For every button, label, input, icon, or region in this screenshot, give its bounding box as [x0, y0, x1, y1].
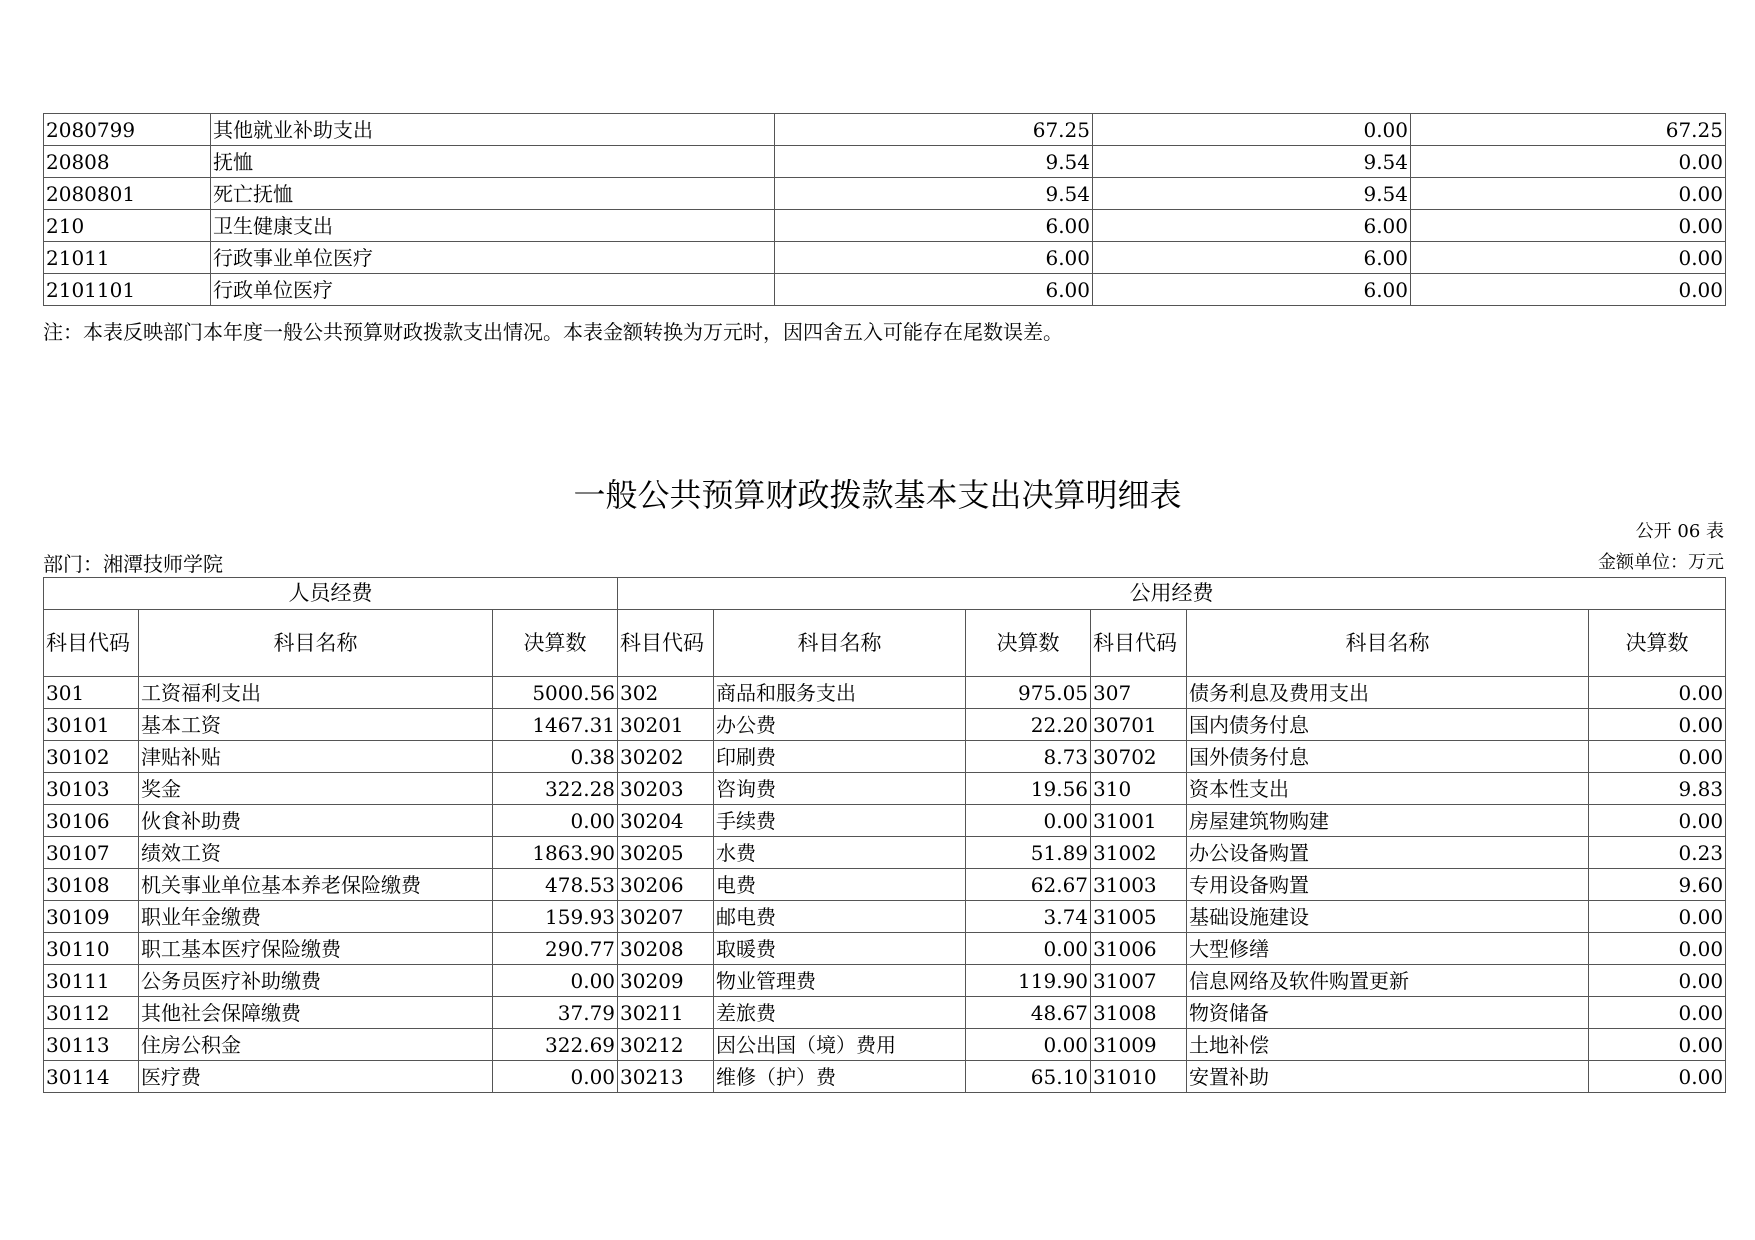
public-code-cell: 30212: [618, 1029, 714, 1061]
basic-expenditure-detail-table: [43, 577, 1726, 1093]
basic-amount-cell: 9.54: [1093, 146, 1411, 178]
basic-amount-cell: 0.00: [1093, 114, 1411, 146]
table-row: [44, 901, 1726, 933]
table-row: [44, 1061, 1726, 1093]
project-amount-cell: 67.25: [1411, 114, 1726, 146]
capital-code-cell: 31005: [1091, 901, 1187, 933]
public-code-cell: 30211: [618, 997, 714, 1029]
personnel-amount-cell: 0.00: [493, 805, 618, 837]
subject-name-cell: 行政事业单位医疗: [211, 242, 775, 274]
capital-amount-cell: 9.83: [1589, 773, 1726, 805]
form-number: 公开 06 表: [1635, 521, 1724, 542]
public-name-cell: 取暖费: [714, 933, 966, 965]
personnel-amount-cell: 0.00: [493, 965, 618, 997]
public-amount-cell: 975.05: [966, 677, 1091, 709]
public-amount-cell: 48.67: [966, 997, 1091, 1029]
public-amount-cell: 119.90: [966, 965, 1091, 997]
col-code-header: 科目代码: [1091, 610, 1187, 677]
col-amount-header: 决算数: [966, 610, 1091, 677]
total-amount-cell: 67.25: [775, 114, 1093, 146]
public-amount-cell: 3.74: [966, 901, 1091, 933]
table-row: [44, 741, 1726, 773]
table-row: [44, 677, 1726, 709]
public-amount-cell: 0.00: [966, 1029, 1091, 1061]
capital-amount-cell: 0.00: [1589, 709, 1726, 741]
subject-name-cell: 其他就业补助支出: [211, 114, 775, 146]
public-amount-cell: 0.00: [966, 805, 1091, 837]
personnel-code-cell: 30101: [44, 709, 139, 741]
personnel-name-cell: 职工基本医疗保险缴费: [139, 933, 493, 965]
subject-code-cell: 2101101: [44, 274, 211, 306]
public-name-cell: 印刷费: [714, 741, 966, 773]
public-code-cell: 302: [618, 677, 714, 709]
public-amount-cell: 8.73: [966, 741, 1091, 773]
personnel-amount-cell: 5000.56: [493, 677, 618, 709]
personnel-name-cell: 住房公积金: [139, 1029, 493, 1061]
capital-name-cell: 国内债务付息: [1187, 709, 1589, 741]
public-amount-cell: 0.00: [966, 933, 1091, 965]
public-name-cell: 水费: [714, 837, 966, 869]
col-name-header: 科目名称: [1187, 610, 1589, 677]
capital-name-cell: 办公设备购置: [1187, 837, 1589, 869]
table-row: [44, 997, 1726, 1029]
personnel-amount-cell: 322.28: [493, 773, 618, 805]
table-row: [44, 709, 1726, 741]
public-name-cell: 办公费: [714, 709, 966, 741]
table-note: 注：本表反映部门本年度一般公共预算财政拨款支出情况。本表金额转换为万元时，因四舍五入可能存在尾数误差。: [43, 320, 1063, 344]
subject-code-cell: 21011: [44, 242, 211, 274]
col-amount-header: 决算数: [1589, 610, 1726, 677]
table-row: [44, 869, 1726, 901]
subject-name-cell: 死亡抚恤: [211, 178, 775, 210]
total-amount-cell: 6.00: [775, 210, 1093, 242]
basic-amount-cell: 6.00: [1093, 274, 1411, 306]
capital-name-cell: 基础设施建设: [1187, 901, 1589, 933]
personnel-code-cell: 30111: [44, 965, 139, 997]
expenditure-table-continued: [43, 113, 1726, 306]
column-header-row: [44, 610, 1726, 677]
capital-amount-cell: 9.60: [1589, 869, 1726, 901]
personnel-name-cell: 公务员医疗补助缴费: [139, 965, 493, 997]
total-amount-cell: 6.00: [775, 242, 1093, 274]
personnel-code-cell: 30114: [44, 1061, 139, 1093]
public-amount-cell: 65.10: [966, 1061, 1091, 1093]
table-row: [44, 210, 1726, 242]
personnel-amount-cell: 159.93: [493, 901, 618, 933]
col-name-header: 科目名称: [714, 610, 966, 677]
table-row: [44, 1029, 1726, 1061]
capital-code-cell: 310: [1091, 773, 1187, 805]
capital-amount-cell: 0.00: [1589, 901, 1726, 933]
table-row: [44, 773, 1726, 805]
public-code-cell: 30204: [618, 805, 714, 837]
total-amount-cell: 9.54: [775, 146, 1093, 178]
capital-name-cell: 大型修缮: [1187, 933, 1589, 965]
capital-code-cell: 31006: [1091, 933, 1187, 965]
personnel-name-cell: 奖金: [139, 773, 493, 805]
subject-name-cell: 行政单位医疗: [211, 274, 775, 306]
public-name-cell: 商品和服务支出: [714, 677, 966, 709]
personnel-amount-cell: 322.69: [493, 1029, 618, 1061]
table-row: [44, 933, 1726, 965]
personnel-amount-cell: 37.79: [493, 997, 618, 1029]
col-name-header: 科目名称: [139, 610, 493, 677]
basic-amount-cell: 6.00: [1093, 210, 1411, 242]
public-name-cell: 维修（护）费: [714, 1061, 966, 1093]
subject-code-cell: 20808: [44, 146, 211, 178]
public-code-cell: 30213: [618, 1061, 714, 1093]
capital-code-cell: 31010: [1091, 1061, 1187, 1093]
capital-name-cell: 安置补助: [1187, 1061, 1589, 1093]
public-code-cell: 30205: [618, 837, 714, 869]
personnel-code-cell: 30109: [44, 901, 139, 933]
capital-name-cell: 信息网络及软件购置更新: [1187, 965, 1589, 997]
col-code-header: 科目代码: [618, 610, 714, 677]
personnel-code-cell: 30102: [44, 741, 139, 773]
subject-name-cell: 抚恤: [211, 146, 775, 178]
personnel-code-cell: 30106: [44, 805, 139, 837]
capital-code-cell: 31008: [1091, 997, 1187, 1029]
col-code-header: 科目代码: [44, 610, 139, 677]
basic-amount-cell: 6.00: [1093, 242, 1411, 274]
subject-name-cell: 卫生健康支出: [211, 210, 775, 242]
public-code-cell: 30206: [618, 869, 714, 901]
personnel-code-cell: 30112: [44, 997, 139, 1029]
group-public-header: 公用经费: [618, 578, 1726, 610]
subject-code-cell: 210: [44, 210, 211, 242]
public-name-cell: 手续费: [714, 805, 966, 837]
amount-unit-label: 金额单位：万元: [1598, 552, 1724, 573]
personnel-name-cell: 基本工资: [139, 709, 493, 741]
basic-amount-cell: 9.54: [1093, 178, 1411, 210]
page-title: 一般公共预算财政拨款基本支出决算明细表: [573, 476, 1182, 514]
capital-name-cell: 专用设备购置: [1187, 869, 1589, 901]
public-code-cell: 30203: [618, 773, 714, 805]
capital-amount-cell: 0.00: [1589, 1061, 1726, 1093]
public-amount-cell: 62.67: [966, 869, 1091, 901]
capital-code-cell: 31009: [1091, 1029, 1187, 1061]
capital-amount-cell: 0.00: [1589, 997, 1726, 1029]
capital-code-cell: 31007: [1091, 965, 1187, 997]
personnel-amount-cell: 290.77: [493, 933, 618, 965]
table-row: [44, 805, 1726, 837]
public-name-cell: 差旅费: [714, 997, 966, 1029]
table-row: [44, 274, 1726, 306]
capital-amount-cell: 0.00: [1589, 741, 1726, 773]
project-amount-cell: 0.00: [1411, 146, 1726, 178]
group-personnel-header: 人员经费: [44, 578, 618, 610]
public-code-cell: 30202: [618, 741, 714, 773]
personnel-code-cell: 30113: [44, 1029, 139, 1061]
table-row: [44, 242, 1726, 274]
personnel-name-cell: 其他社会保障缴费: [139, 997, 493, 1029]
public-name-cell: 物业管理费: [714, 965, 966, 997]
capital-name-cell: 资本性支出: [1187, 773, 1589, 805]
public-code-cell: 30208: [618, 933, 714, 965]
capital-amount-cell: 0.00: [1589, 1029, 1726, 1061]
capital-name-cell: 国外债务付息: [1187, 741, 1589, 773]
capital-amount-cell: 0.00: [1589, 933, 1726, 965]
personnel-name-cell: 津贴补贴: [139, 741, 493, 773]
personnel-code-cell: 30107: [44, 837, 139, 869]
capital-code-cell: 30702: [1091, 741, 1187, 773]
public-name-cell: 因公出国（境）费用: [714, 1029, 966, 1061]
personnel-code-cell: 301: [44, 677, 139, 709]
public-code-cell: 30209: [618, 965, 714, 997]
capital-name-cell: 物资储备: [1187, 997, 1589, 1029]
public-code-cell: 30201: [618, 709, 714, 741]
project-amount-cell: 0.00: [1411, 274, 1726, 306]
capital-amount-cell: 0.00: [1589, 677, 1726, 709]
personnel-amount-cell: 478.53: [493, 869, 618, 901]
capital-name-cell: 房屋建筑物购建: [1187, 805, 1589, 837]
subject-code-cell: 2080799: [44, 114, 211, 146]
public-name-cell: 邮电费: [714, 901, 966, 933]
capital-code-cell: 31003: [1091, 869, 1187, 901]
personnel-amount-cell: 0.38: [493, 741, 618, 773]
subject-code-cell: 2080801: [44, 178, 211, 210]
capital-amount-cell: 0.00: [1589, 805, 1726, 837]
total-amount-cell: 9.54: [775, 178, 1093, 210]
capital-code-cell: 31001: [1091, 805, 1187, 837]
capital-name-cell: 债务利息及费用支出: [1187, 677, 1589, 709]
capital-name-cell: 土地补偿: [1187, 1029, 1589, 1061]
table-row: [44, 114, 1726, 146]
capital-code-cell: 30701: [1091, 709, 1187, 741]
public-name-cell: 咨询费: [714, 773, 966, 805]
personnel-name-cell: 绩效工资: [139, 837, 493, 869]
personnel-amount-cell: 0.00: [493, 1061, 618, 1093]
table-row: [44, 837, 1726, 869]
table-row: [44, 146, 1726, 178]
personnel-code-cell: 30110: [44, 933, 139, 965]
public-amount-cell: 22.20: [966, 709, 1091, 741]
capital-amount-cell: 0.00: [1589, 965, 1726, 997]
public-name-cell: 电费: [714, 869, 966, 901]
capital-code-cell: 31002: [1091, 837, 1187, 869]
personnel-name-cell: 医疗费: [139, 1061, 493, 1093]
group-header-row: [44, 578, 1726, 610]
personnel-name-cell: 职业年金缴费: [139, 901, 493, 933]
personnel-name-cell: 工资福利支出: [139, 677, 493, 709]
project-amount-cell: 0.00: [1411, 210, 1726, 242]
personnel-amount-cell: 1863.90: [493, 837, 618, 869]
project-amount-cell: 0.00: [1411, 242, 1726, 274]
department-label: 部门：湘潭技师学院: [43, 552, 223, 576]
personnel-amount-cell: 1467.31: [493, 709, 618, 741]
table-row: [44, 178, 1726, 210]
project-amount-cell: 0.00: [1411, 178, 1726, 210]
table-row: [44, 965, 1726, 997]
personnel-code-cell: 30103: [44, 773, 139, 805]
col-amount-header: 决算数: [493, 610, 618, 677]
personnel-code-cell: 30108: [44, 869, 139, 901]
public-amount-cell: 19.56: [966, 773, 1091, 805]
personnel-name-cell: 伙食补助费: [139, 805, 493, 837]
capital-code-cell: 307: [1091, 677, 1187, 709]
personnel-name-cell: 机关事业单位基本养老保险缴费: [139, 869, 493, 901]
total-amount-cell: 6.00: [775, 274, 1093, 306]
public-amount-cell: 51.89: [966, 837, 1091, 869]
public-code-cell: 30207: [618, 901, 714, 933]
capital-amount-cell: 0.23: [1589, 837, 1726, 869]
